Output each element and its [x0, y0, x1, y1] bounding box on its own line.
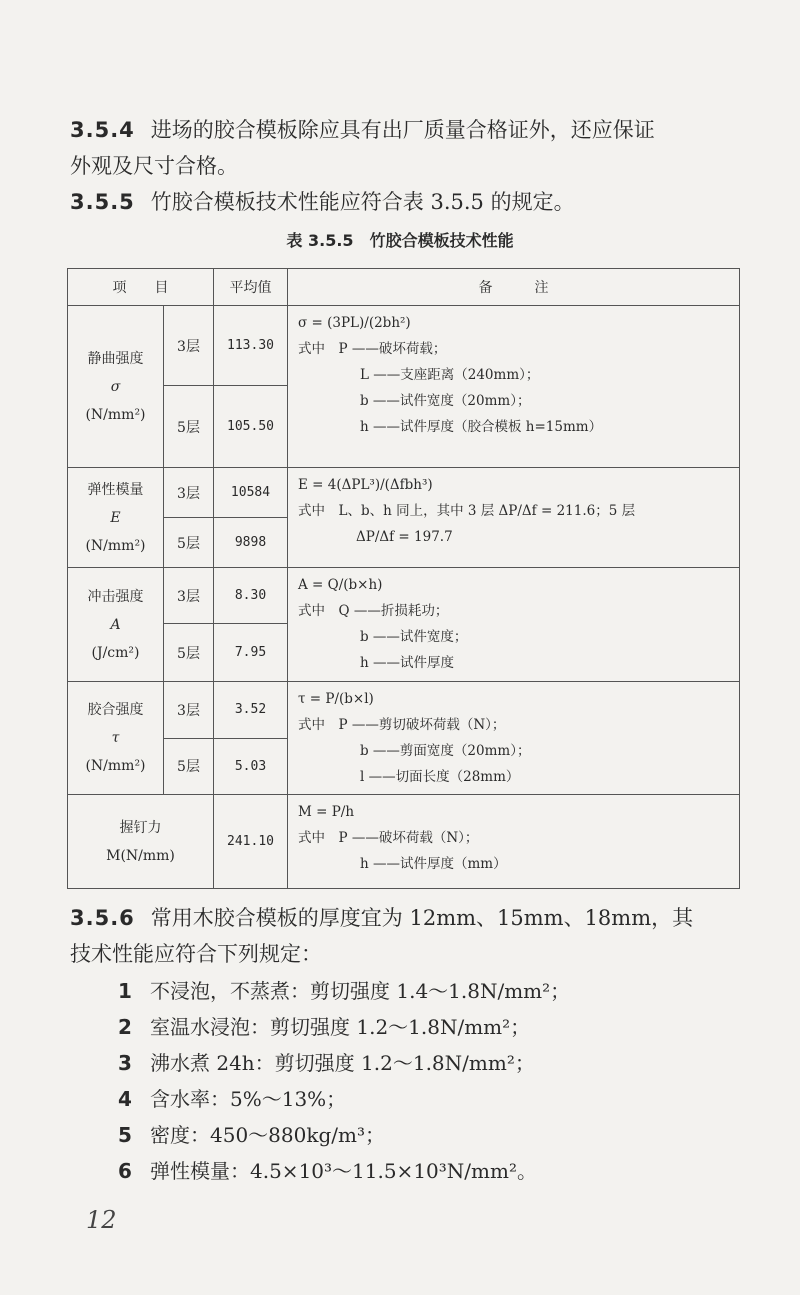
spec-table — [67, 268, 740, 889]
table-label: 表 3.5.5 — [286, 231, 354, 250]
row-value: 3.52 — [214, 682, 288, 739]
note-line: E = 4(ΔPL³)/(Δfbh³) — [298, 477, 433, 493]
row-value: 10584 — [214, 468, 288, 518]
table-row — [68, 306, 740, 386]
list-number: 2 — [118, 1015, 132, 1039]
row-name-unit: (N/mm²) — [85, 537, 146, 554]
list-item — [118, 976, 570, 1012]
note-line: b ——试件宽度（20mm）； — [360, 393, 531, 409]
row-value: 113.30 — [214, 306, 288, 386]
list-text: 不浸泡，不蒸煮：剪切强度 1.4～1.8N/mm²； — [150, 979, 571, 1003]
row-name-unit: (N/mm²) — [85, 758, 146, 774]
note-line: σ = (3PL)/(2bh²) — [298, 315, 411, 331]
list-item — [118, 1048, 570, 1084]
row-name-line: 握钉力 — [119, 819, 162, 836]
note-line: 式中 P ——破坏荷载； — [298, 341, 447, 357]
row-name — [68, 795, 214, 889]
row-name-symbol: σ — [110, 378, 121, 395]
header-avg: 平均值 — [214, 269, 288, 306]
header-note: 备 注 — [288, 269, 740, 306]
list-text: 沸水煮 24h：剪切强度 1.2～1.8N/mm²； — [150, 1051, 535, 1075]
row-note — [288, 306, 740, 468]
row-note — [288, 568, 740, 682]
list-text: 弹性模量：4.5×10³～11.5×10³N/mm²。 — [150, 1159, 537, 1183]
layer-label: 5层 — [164, 738, 214, 795]
list-item — [118, 1084, 570, 1120]
section-text-cont: 技术性能应符合下列规定： — [70, 942, 322, 966]
table-caption — [0, 228, 800, 251]
note-line: l ——切面长度（28mm） — [360, 769, 520, 785]
section-3-5-4 — [70, 112, 750, 184]
layer-label: 3层 — [164, 568, 214, 624]
layer-label: 5层 — [164, 518, 214, 568]
row-name — [68, 306, 164, 468]
requirement-list — [118, 976, 570, 1192]
row-name — [68, 682, 164, 795]
note-line: ΔP/Δf = 197.7 — [356, 529, 453, 545]
row-name-line: 弹性模量 — [87, 481, 144, 498]
note-line: b ——剪面宽度（20mm）； — [360, 743, 531, 759]
row-name-line: 冲击强度 — [87, 588, 144, 605]
row-note — [288, 795, 740, 889]
note-line: b ——试件宽度； — [360, 629, 468, 645]
list-item — [118, 1156, 570, 1192]
note-line: L ——支座距离（240mm）； — [360, 367, 540, 383]
section-number: 3.5.5 — [70, 190, 135, 214]
list-number: 5 — [118, 1123, 132, 1147]
row-value: 241.10 — [214, 795, 288, 889]
list-number: 6 — [118, 1159, 132, 1183]
header-item: 项 目 — [68, 269, 214, 306]
row-name — [68, 468, 164, 568]
row-value: 5.03 — [214, 738, 288, 795]
section-text: 进场的胶合模板除应具有出厂质量合格证外，还应保证 — [150, 118, 655, 142]
row-note — [288, 682, 740, 795]
layer-label: 5层 — [164, 624, 214, 682]
note-line: 式中 Q ——折损耗功； — [298, 603, 449, 619]
note-line: A = Q/(b×h) — [298, 577, 383, 593]
table-row — [68, 568, 740, 624]
list-text: 含水率：5%～13%； — [150, 1087, 347, 1111]
list-item — [118, 1120, 570, 1156]
table-row-nail — [68, 795, 740, 889]
table-row — [68, 468, 740, 518]
note-line: h ——试件厚度（胶合模板 h=15mm） — [360, 419, 603, 435]
note-line: 式中 P ——破坏荷载（N）； — [298, 830, 479, 846]
row-name-symbol: A — [110, 616, 121, 633]
section-3-5-6 — [70, 900, 750, 972]
row-name-unit: (J/cm²) — [91, 644, 140, 661]
list-number: 4 — [118, 1087, 132, 1111]
row-name — [68, 568, 164, 682]
note-line: τ = P/(b×l) — [298, 691, 374, 707]
section-number: 3.5.6 — [70, 906, 135, 930]
list-item — [118, 1012, 570, 1048]
row-name-unit: (N/mm²) — [85, 406, 146, 423]
section-text: 竹胶合模板技术性能应符合表 3.5.5 的规定。 — [150, 190, 575, 214]
section-3-5-5 — [70, 184, 750, 220]
list-number: 1 — [118, 979, 132, 1003]
section-number: 3.5.4 — [70, 118, 135, 142]
note-line: M = P/h — [298, 804, 355, 820]
table-header-row — [68, 269, 740, 306]
list-number: 3 — [118, 1051, 132, 1075]
table-title: 竹胶合模板技术性能 — [369, 231, 514, 250]
note-line: 式中 P ——剪切破坏荷载（N）； — [298, 717, 506, 733]
layer-label: 3层 — [164, 306, 214, 386]
note-line: h ——试件厚度（mm） — [360, 856, 507, 872]
row-value: 9898 — [214, 518, 288, 568]
layer-label: 3层 — [164, 682, 214, 739]
list-text: 密度：450～880kg/m³； — [150, 1123, 385, 1147]
row-name-line: 静曲强度 — [87, 350, 144, 367]
layer-label: 5层 — [164, 386, 214, 468]
section-text: 常用木胶合模板的厚度宜为 12mm、15mm、18mm，其 — [150, 906, 694, 930]
note-line: h ——试件厚度 — [360, 655, 454, 671]
page-number: 12 — [86, 1206, 117, 1234]
row-value: 105.50 — [214, 386, 288, 468]
row-name-line: 胶合强度 — [87, 702, 144, 718]
row-name-symbol: τ — [111, 730, 120, 746]
section-text-cont: 外观及尺寸合格。 — [70, 154, 238, 178]
row-value: 8.30 — [214, 568, 288, 624]
table-row — [68, 682, 740, 739]
row-name-unit: M(N/mm) — [106, 847, 175, 864]
row-value: 7.95 — [214, 624, 288, 682]
row-note — [288, 468, 740, 568]
list-text: 室温水浸泡：剪切强度 1.2～1.8N/mm²； — [150, 1015, 531, 1039]
row-name-symbol: E — [110, 509, 121, 526]
note-line: 式中 L、b、h 同上，其中 3 层 ΔP/Δf = 211.6；5 层 — [298, 503, 636, 519]
layer-label: 3层 — [164, 468, 214, 518]
